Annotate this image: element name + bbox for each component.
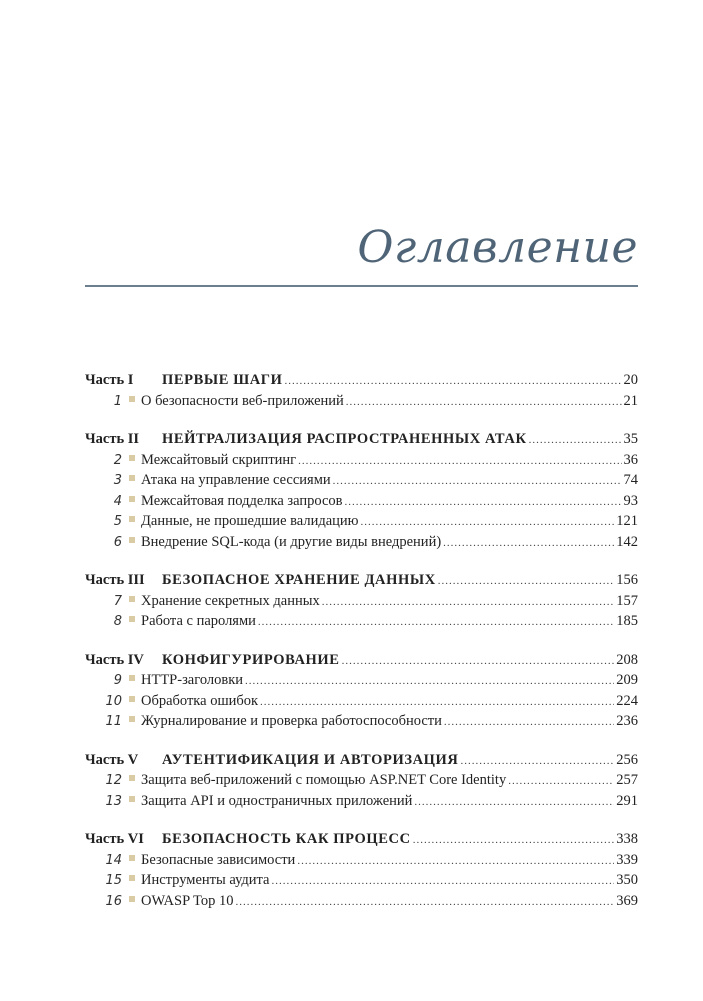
toc-part: [85, 752, 638, 814]
toc-part: [85, 572, 638, 634]
dot-leader: [342, 652, 615, 669]
chapter-number: 13: [105, 793, 122, 809]
chapter-entry[interactable]: [85, 593, 638, 614]
page-number: 35: [623, 431, 638, 447]
page-number: 350: [616, 872, 638, 888]
chapter-title: Журналирование и проверка работоспособности: [141, 713, 442, 729]
page-number: 208: [616, 651, 638, 668]
square-bullet-icon: [129, 455, 135, 461]
chapter-title: Данные, не прошедшие валидацию: [141, 513, 359, 529]
chapter-title: Обработка ошибок: [141, 692, 259, 709]
square-bullet-icon: [129, 616, 135, 622]
dot-leader: [346, 393, 622, 410]
part-title: БЕЗОПАСНОСТЬ КАК ПРОЦЕСС: [162, 831, 411, 847]
chapter-title: HTTP-заголовки: [141, 672, 244, 688]
page-number: 209: [616, 672, 638, 688]
page-number: 121: [616, 513, 638, 529]
page-number: 256: [616, 751, 638, 768]
square-bullet-icon: [129, 475, 135, 481]
part-entry[interactable]: [85, 752, 638, 773]
chapter-number: 11: [105, 714, 122, 729]
dot-leader: [361, 513, 615, 530]
square-bullet-icon: [129, 537, 135, 543]
dot-leader: [345, 493, 622, 510]
title-divider: [85, 285, 638, 287]
chapter-number: 15: [105, 873, 122, 888]
chapter-entry[interactable]: [85, 534, 638, 555]
part-entry[interactable]: [85, 431, 638, 452]
toc-part: [85, 831, 638, 913]
chapter-entry[interactable]: [85, 393, 638, 414]
chapter-entry[interactable]: [85, 872, 638, 893]
dot-leader: [443, 534, 614, 551]
square-bullet-icon: [129, 596, 135, 602]
dot-leader: [245, 672, 614, 689]
chapter-entry[interactable]: [85, 793, 638, 814]
dot-leader: [235, 893, 614, 910]
chapter-title: Межсайтовая подделка запросов: [141, 492, 343, 509]
page-title: Оглавление: [357, 222, 638, 273]
dot-leader: [298, 452, 621, 469]
part-title: БЕЗОПАСНОЕ ХРАНЕНИЕ ДАННЫХ: [162, 572, 436, 588]
page-number: 20: [623, 372, 638, 388]
chapter-entry[interactable]: [85, 493, 638, 514]
chapter-title: О безопасности веб-приложений: [141, 392, 344, 409]
chapter-number: 3: [113, 473, 122, 488]
square-bullet-icon: [129, 775, 135, 781]
chapter-number: 5: [113, 514, 122, 529]
part-label: Часть VI: [85, 831, 144, 847]
dot-leader: [260, 693, 614, 710]
square-bullet-icon: [129, 675, 135, 681]
part-label: Часть IV: [85, 651, 144, 668]
part-label: Часть II: [85, 431, 140, 447]
chapter-number: 9: [113, 673, 122, 688]
chapter-number: 1: [113, 393, 122, 409]
part-title: ПЕРВЫЕ ШАГИ: [162, 372, 283, 388]
toc-part: [85, 431, 638, 554]
dot-leader: [297, 852, 614, 869]
part-title: КОНФИГУРИРОВАНИЕ: [162, 651, 340, 668]
page-number: 224: [616, 692, 638, 709]
chapter-number: 12: [105, 773, 122, 788]
page-number: 339: [616, 851, 638, 868]
chapter-number: 7: [113, 593, 122, 609]
chapter-entry[interactable]: [85, 472, 638, 493]
page-number: 142: [616, 533, 638, 550]
square-bullet-icon: [129, 875, 135, 881]
chapter-title: Защита веб-приложений с помощью ASP.NET Core Identity: [141, 772, 507, 788]
square-bullet-icon: [129, 796, 135, 802]
part-entry[interactable]: [85, 372, 638, 393]
page-number: 74: [623, 472, 638, 488]
chapter-title: Хранение секретных данных: [141, 592, 320, 609]
chapter-entry[interactable]: [85, 713, 638, 734]
chapter-entry[interactable]: [85, 893, 638, 914]
square-bullet-icon: [129, 516, 135, 522]
dot-leader: [438, 572, 614, 589]
chapter-title: Внедрение SQL-кода (и другие виды внедрений): [141, 533, 442, 550]
part-label: Часть III: [85, 572, 145, 588]
chapter-title: Инструменты аудита: [141, 872, 270, 888]
chapter-entry[interactable]: [85, 452, 638, 473]
page-number: 291: [616, 792, 638, 809]
toc-part: [85, 652, 638, 734]
chapter-number: 8: [113, 614, 122, 629]
square-bullet-icon: [129, 396, 135, 402]
chapter-title: Работа с паролями: [141, 613, 256, 629]
chapter-number: 16: [105, 893, 122, 909]
chapter-entry[interactable]: [85, 513, 638, 534]
chapter-title: Защита API и одностраничных приложений: [141, 792, 413, 809]
page-number: 185: [616, 613, 638, 629]
chapter-entry[interactable]: [85, 672, 638, 693]
table-of-contents: [85, 372, 638, 913]
dot-leader: [413, 831, 615, 848]
dot-leader: [508, 772, 614, 789]
chapter-title: Атака на управление сессиями: [141, 472, 331, 488]
square-bullet-icon: [129, 716, 135, 722]
chapter-number: 4: [113, 493, 122, 509]
square-bullet-icon: [129, 496, 135, 502]
page-number: 93: [623, 492, 638, 509]
chapter-entry[interactable]: [85, 772, 638, 793]
page-number: 156: [616, 572, 638, 588]
page-number: 236: [616, 713, 638, 729]
toc-part: [85, 372, 638, 413]
chapter-number: 2: [113, 452, 122, 468]
part-title: АУТЕНТИФИКАЦИЯ И АВТОРИЗАЦИЯ: [162, 751, 459, 768]
page-number: 338: [616, 831, 638, 847]
dot-leader: [444, 713, 614, 730]
chapter-title: OWASP Top 10: [141, 892, 234, 909]
square-bullet-icon: [129, 855, 135, 861]
page-number: 36: [623, 451, 638, 468]
dot-leader: [272, 872, 615, 889]
dot-leader: [333, 472, 622, 489]
part-title: НЕЙТРАЛИЗАЦИЯ РАСПРОСТРАНЕННЫХ АТАК: [162, 431, 527, 447]
chapter-number: 14: [105, 852, 122, 868]
square-bullet-icon: [129, 696, 135, 702]
dot-leader: [322, 593, 614, 610]
dot-leader: [529, 431, 622, 448]
chapter-title: Межсайтовый скриптинг: [141, 451, 297, 468]
page-number: 157: [616, 592, 638, 609]
dot-leader: [258, 613, 614, 630]
page-number: 257: [616, 772, 638, 788]
chapter-entry[interactable]: [85, 852, 638, 873]
part-label: Часть V: [85, 751, 139, 768]
page-number: 369: [616, 892, 638, 909]
chapter-title: Безопасные зависимости: [141, 851, 296, 868]
page-number: 21: [623, 392, 638, 409]
chapter-entry[interactable]: [85, 693, 638, 714]
part-entry[interactable]: [85, 572, 638, 593]
chapter-entry[interactable]: [85, 613, 638, 634]
dot-leader: [285, 372, 622, 389]
chapter-number: 10: [105, 693, 122, 709]
dot-leader: [414, 793, 614, 810]
square-bullet-icon: [129, 896, 135, 902]
chapter-number: 6: [113, 534, 122, 550]
part-entry[interactable]: [85, 831, 638, 852]
dot-leader: [460, 752, 614, 769]
part-entry[interactable]: [85, 652, 638, 673]
part-label: Часть I: [85, 372, 134, 388]
